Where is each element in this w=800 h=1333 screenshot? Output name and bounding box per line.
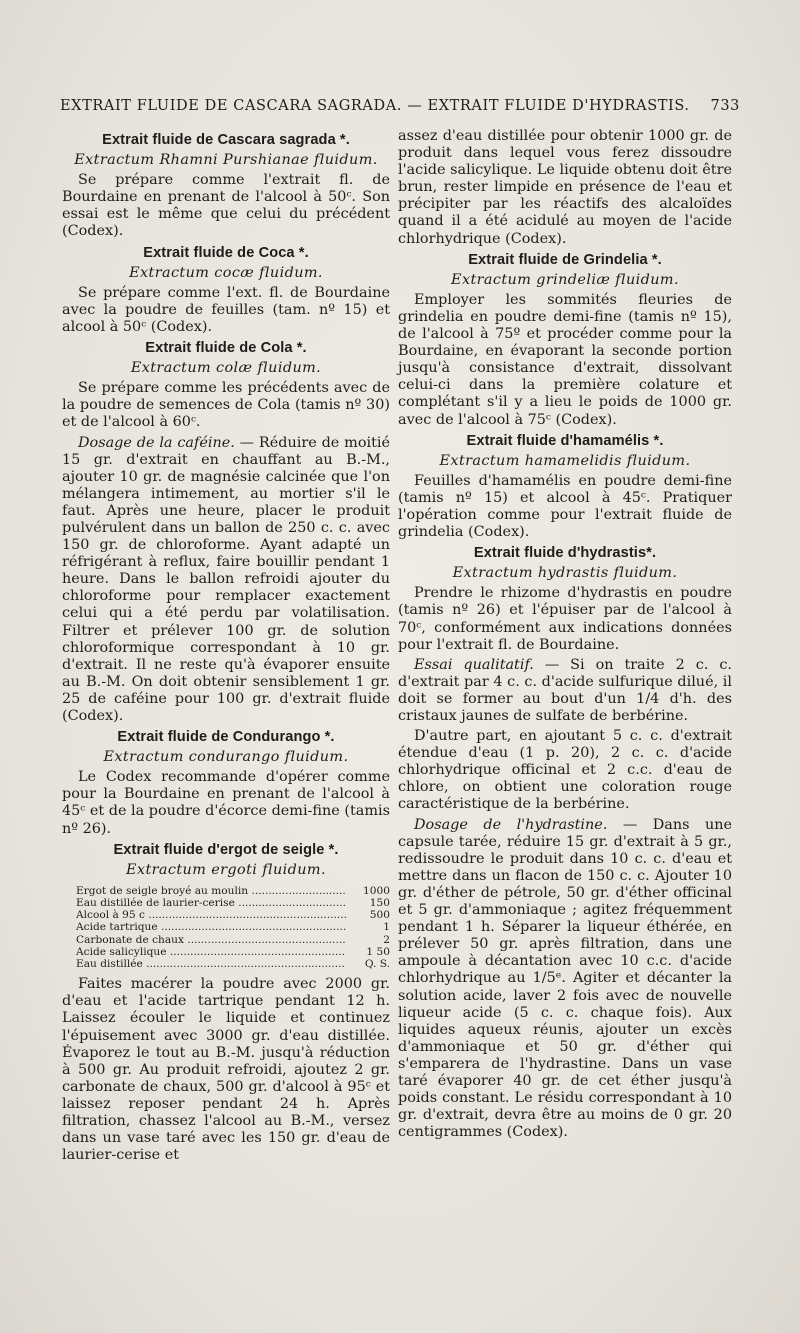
- ingredient-qty: 150: [369, 897, 390, 910]
- paragraph-condurango: Le Codex recommande d'opérer comme pour la Bourdaine en prenant de l'alcool à 45ᶜ et de la poudre d'écorce demi-fine (tamis nº 26).: [62, 769, 390, 837]
- ingredient-name: Carbonate de chaux .....: [76, 934, 346, 946]
- essai-text: — Si on traite 2 c. c. d'extrait par 4 c. c. d'acide sulfurique dilué, il doit se former au bout d'un 1/4 d'h. des cristaux jaunes de sulfate de berbérine.: [398, 656, 733, 724]
- ingredient-name: Alcool à 95 c .....: [76, 909, 346, 921]
- paragraph-hydrastis-chlore: D'autre part, en ajoutant 5 c. c. d'extrait étendue d'eau (1 p. 20), 2 c. c. d'acide chlorhydrique officinal et 2 c.c. d'eau de chlore, on obtient une coloration rouge caractéristique de la berbérine.: [398, 728, 732, 813]
- dosage-hydrastine-label: Dosage de l'hydrastine.: [414, 816, 608, 833]
- section-title-coca: Extrait fluide de Coca *.: [143, 244, 309, 261]
- ingredient-row: [76, 958, 390, 970]
- section-title-condurango: Extrait fluide de Condurango *.: [117, 729, 335, 746]
- ingredient-qty: 1 50: [366, 945, 390, 958]
- latin-name-hydrastis: Extractum hydrastis fluidum.: [452, 565, 678, 582]
- latin-name-grindelia: Extractum grindeliæ fluidum.: [451, 271, 679, 288]
- ingredient-name: Eau distillée .....: [76, 958, 346, 970]
- paragraph-cola-dosage: [62, 435, 390, 726]
- ingredient-qty: Q. S.: [364, 958, 390, 971]
- section-title-cascara: Extrait fluide de Cascara sagrada *.: [102, 132, 350, 148]
- latin-name-cascara: Extractum Rhamni Purshianae fluidum.: [74, 152, 378, 169]
- paragraph-ergot: Faites macérer la poudre avec 2000 gr. d'eau et l'acide tartrique pendant 12 h. Laissez écouler le liquide et continuez l'épuisement avec 3000 gr. d'eau distillée. Évaporez le tout au B.-M. jusqu'à réduction à 500 gr. Au produit refroidi, ajoutez 2 gr. carbonate de chaux, 500 gr. d'alcool à 95ᶜ et laissez reposer pendant 24 h. Après filtration, chassez l'alcool au B.-M., versez dans un vase taré avec les 150 gr. d'eau de laurier-cerise et: [62, 976, 390, 1164]
- ingredient-name: Ergot de seigle broyé au moulin .....: [76, 885, 346, 897]
- paragraph-cola: Se prépare comme les précédents avec de la poudre de semences de Cola (tamis nº 30) et de l'alcool à 60ᶜ.: [62, 380, 390, 431]
- ingredient-qty: 1000: [363, 884, 390, 897]
- ingredient-qty: 2: [383, 933, 390, 946]
- paragraph-hydrastis-essai: [398, 657, 732, 725]
- dosage-label: Dosage de la caféine.: [78, 434, 235, 451]
- latin-name-cola: Extractum colæ fluidum.: [130, 360, 322, 377]
- ingredient-row: [76, 934, 390, 946]
- section-title-cola: Extrait fluide de Cola *.: [145, 340, 307, 357]
- ingredient-row: [76, 921, 390, 933]
- ingredient-name: Eau distillée de laurier-cerise .....: [76, 897, 346, 909]
- latin-name-ergot: Extractum ergoti fluidum.: [126, 861, 326, 878]
- page-number: 733: [710, 98, 740, 114]
- latin-name-condurango: Extractum condurango fluidum.: [103, 749, 349, 766]
- ingredient-list: [76, 885, 390, 970]
- paragraph-hydrastis: Prendre le rhizome d'hydrastis en poudre (tamis nº 26) et l'épuiser par de l'alcool à 70ᶜ, conformément aux indications données pour l'extrait fl. de Bourdaine.: [398, 585, 732, 653]
- paragraph-hamamelis: Feuilles d'hamamélis en poudre demi-fine (tamis nº 15) et alcool à 45ᶜ. Pratiquer l'opération comme pour l'extrait fluide de grindelia (Codex).: [398, 472, 732, 541]
- paragraph-cascara: Se prépare comme l'extrait fl. de Bourdaine en prenant de l'alcool à 50ᶜ. Son essai est le même que celui du précédent (Codex).: [62, 172, 390, 240]
- ingredient-row: [76, 897, 390, 909]
- ingredient-row: [76, 885, 390, 897]
- section-title-hydrastis: Extrait fluide d'hydrastis*.: [473, 545, 657, 562]
- dosage-hydrastine-text: — Dans une capsule tarée, réduire 15 gr. d'extrait à 5 gr., redissoudre le produit dans 10 c. c. d'eau et mettre dans un flacon de 150 c. c. Ajouter 10 gr. d'éther de pétrole, 50 gr. d'éther officinal et 5 gr. d'ammoniaque ; agitez fréquemment pendant 1 h. Séparer la liqueur éthérée, en prélever 50 gr. après filtration, dans une ampoule à décantation avec 10 c.c. d'acide chlorhydrique au 1/5ᵉ. Agiter et décanter la solution acide, laver 2 fois avec de nouvelle liqueur acide (5 c. c. chaque fois). Aux liquides aqueux réunis, ajouter un excès d'ammoniaque et 50 gr. d'éther qui s'emparera de l'hydrastine. Dans un vase taré évaporer 40 gr. de cet éther jusqu'à poids constant. Le résidu correspondant à 10 gr. d'extrait, devra être au moins de 0 gr. 20 centigrammes (Codex).: [398, 816, 732, 1141]
- section-title-ergot: Extrait fluide d'ergot de seigle *.: [113, 841, 339, 858]
- section-title-grindelia: Extrait fluide de Grindelia *.: [468, 251, 662, 268]
- dosage-text: — Réduire de moitié 15 gr. d'extrait en chauffant au B.-M., ajouter 10 gr. de magnésie calcinée que l'on mélangera intimement, au mortier s'il le faut. Après une heure, placer le produit pulvérulent dans un ballon de 250 c. c. avec 150 gr. de chloroforme. Ayant adapté un réfrigérant à reflux, faire bouillir pendant 1 heure. Dans le ballon refroidi ajouter du chloroforme pour remplacer exactement celui qui a été perdu par volatilisation. Filtrer et prélever 100 gr. de solution chloroformique correspondant à 10 gr. d'extrait. Il ne reste qu'à évaporer ensuite au B.-M. On doit obtenir sensiblement 1 gr. 25 de caféine pour 100 gr. d'extrait fluide (Codex).: [62, 434, 390, 724]
- paragraph-hydrastis-dosage: [398, 817, 732, 1142]
- left-column: [62, 128, 390, 1167]
- ingredient-qty: 500: [369, 909, 390, 922]
- paragraph-grindelia: Employer les sommités fleuries de grindelia en poudre demi-fine (tamis nº 15), de l'alcool à 75º et procéder comme pour la Bourdaine, en évaporant la seconde portion jusqu'à consistance d'extrait, dissolvant celui-ci dans la première colature et complétant s'il y a lieu le poids de 1000 gr. avec de l'alcool à 75ᶜ (Codex).: [398, 291, 732, 428]
- running-title: EXTRAIT FLUIDE DE CASCARA SAGRADA. — EXTRAIT FLUIDE D'HYDRASTIS.: [60, 98, 690, 114]
- ingredient-name: Acide tartrique .....: [76, 921, 346, 933]
- latin-name-coca: Extractum cocæ fluidum.: [129, 264, 323, 281]
- essai-label: Essai qualitatif.: [414, 656, 534, 673]
- latin-name-hamamelis: Extractum hamamelidis fluidum.: [439, 452, 691, 469]
- ingredient-row: [76, 946, 390, 958]
- section-title-hamamelis: Extrait fluide d'hamamélis *.: [466, 432, 664, 449]
- paragraph-coca: Se prépare comme l'ext. fl. de Bourdaine avec la poudre de feuilles (tam. nº 15) et alcool à 50ᶜ (Codex).: [62, 284, 390, 335]
- paragraph-ergot-continued: assez d'eau distillée pour obtenir 1000 gr. de produit dans lequel vous ferez dissoudre l'acide salicylique. Le liquide obtenu doit être brun, rester limpide en présence de l'eau et précipiter par les réactifs des alcaloïdes quand il a été acidulé au moyen de l'acide chlorhydrique (Codex).: [398, 128, 732, 247]
- running-header: [60, 98, 740, 114]
- ingredient-qty: 1: [383, 921, 390, 934]
- right-column: [398, 128, 732, 1144]
- ingredient-row: [76, 909, 390, 921]
- ingredient-name: Acide salicylique .....: [76, 946, 346, 958]
